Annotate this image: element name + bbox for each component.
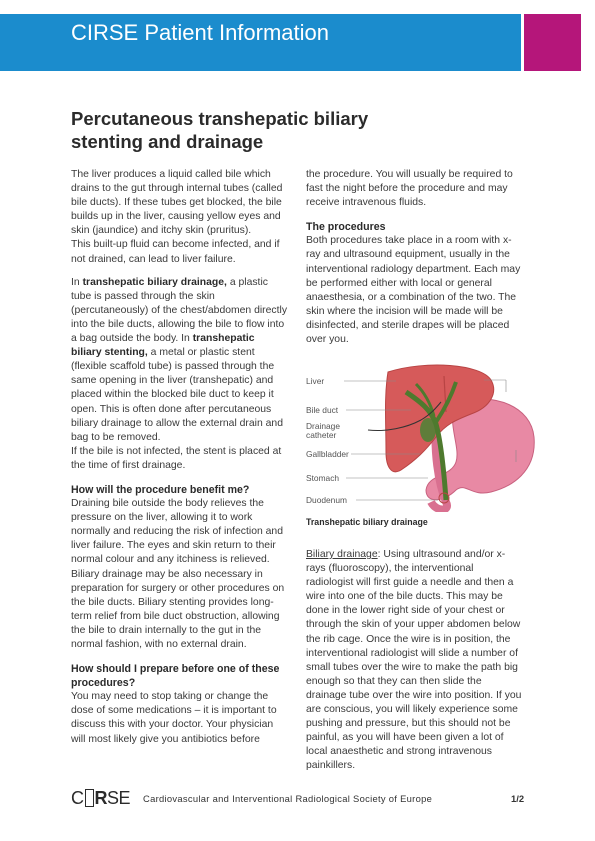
- prepare-paragraph: You may need to stop taking or change the dose of some medications – it is important to discuss this with your doctor. Your physician will most likely give you antibiotics before: [71, 691, 277, 745]
- header-accent-block: [524, 14, 581, 71]
- biliary-drainage-paragraph: [306, 548, 522, 774]
- heading-prepare: How should I prepare before one of these procedures?: [71, 663, 280, 690]
- right-column: [306, 168, 522, 347]
- biliary-drainage-term: Biliary drainage: [306, 549, 378, 560]
- document-title-line-1: Percutaneous transhepatic biliary: [71, 108, 369, 129]
- procedures-definition-paragraph: [71, 276, 287, 445]
- document-title: [71, 107, 391, 153]
- logo-letters: SE: [107, 788, 131, 808]
- intro-paragraph: The liver produces a liquid called bile which drains to the gut through internal tubes (called bile ducts). If these tubes get blocked, the bile builds up in the liver, causing yellow eyes and skin (jaundice) and itchy skin (pruritus).: [71, 169, 283, 237]
- page-number: 1/2: [511, 793, 525, 804]
- right-column-lower: [306, 548, 522, 774]
- footer-organization: Cardiovascular and Interventional Radiological Society of Europe: [143, 793, 433, 804]
- cirse-logo: [71, 788, 130, 809]
- heading-procedures: The procedures: [306, 221, 386, 234]
- intro-paragraph-2: This built-up fluid can become infected, and if not drained, can lead to liver failure.: [71, 239, 280, 265]
- figure-caption: Transhepatic biliary drainage: [306, 517, 428, 527]
- text-span: a metal or plastic stent (flexible scaffold tube) is passed through the same opening in the liver (transhepatic) and placed within the blocked bile duct to keep it open. This is often done after percutaneous biliary drainage to allow the external drain and bag to be removed.: [71, 347, 283, 443]
- benefit-paragraph: Draining bile outside the body relieves the pressure on the liver, allowing it to work normally and reducing the risk of infection and liver failure. The eyes and skin return to their normal colour and any itchiness is relieved. Biliary drainage may be also necessary in preparation for surgery or other procedures on the bile ducts. Biliary stenting provides long-term relief from bile duct obstruction, allowing the bile to drain internally to the gut in the normal fashion, with no external drain.: [71, 498, 285, 650]
- liver-drainage-illustration: [306, 362, 546, 512]
- heading-benefit: How will the procedure benefit me?: [71, 483, 250, 496]
- document-title-line-2: stenting and drainage: [71, 131, 264, 152]
- label-duodenum: Duodenum: [306, 495, 347, 505]
- procedures-paragraph: Both procedures take place in a room with x-ray and ultrasound equipment, usually in the interventional radiology department. Each may be performed either with local or general anaesthesia, or a combination of the two. The skin where the incision will be made will be disinfected, and sterile drapes will be placed over you.: [306, 235, 521, 346]
- header-title: CIRSE Patient Information: [71, 20, 330, 45]
- text-span: a plastic tube is passed through the skin (percutaneously) of the chest/abdomen directly into the bile ducts, allowing the bile to flow into a bag outside the body. In: [71, 276, 288, 345]
- logo-letter: C: [71, 788, 84, 808]
- label-gallbladder: Gallbladder: [306, 449, 349, 459]
- logo-i-glyph: [85, 789, 94, 807]
- label-drainage-catheter-line-2: catheter: [306, 430, 337, 440]
- term-drainage: transhepatic biliary drainage,: [82, 276, 227, 288]
- label-stomach: Stomach: [306, 473, 340, 483]
- footer: [71, 788, 531, 810]
- text-span: : Using ultrasound and/or x-rays (fluoroscopy), the interventional radiologist will first guide a needle and then a wire into one of the bile ducts. This may be done in the lower right side of your chest or through the skin of your upper abdomen below the rib cage. Once the wire is in position, the interventional radiologist will slide a number of small tubes over the wire to make the path big enough so that they can then slide the drainage tube over the wire into position. If you are conscious, you will likely experience some pushing and pressure, but this should not be painful, as you will have been given a lot of local anaesthetic and strong intravenous painkillers.: [306, 549, 522, 772]
- label-drainage-catheter-line-1: Drainage: [306, 421, 340, 431]
- left-column: [71, 168, 287, 747]
- label-liver: Liver: [306, 376, 325, 386]
- stent-timing-paragraph: If the bile is not infected, the stent is placed at the time of first drainage.: [71, 445, 282, 471]
- label-drainage-catheter: [306, 422, 340, 440]
- label-bile-duct: Bile duct: [306, 405, 339, 415]
- anatomy-figure: [306, 362, 546, 532]
- term-stenting: transhepatic biliary stenting,: [71, 333, 255, 359]
- logo-letter-bold: R: [94, 788, 107, 808]
- text-span: In: [71, 276, 83, 288]
- prepare-continued-paragraph: the procedure. You will usually be required to fast the night before the procedure and may receive intravenous fluids.: [306, 169, 513, 209]
